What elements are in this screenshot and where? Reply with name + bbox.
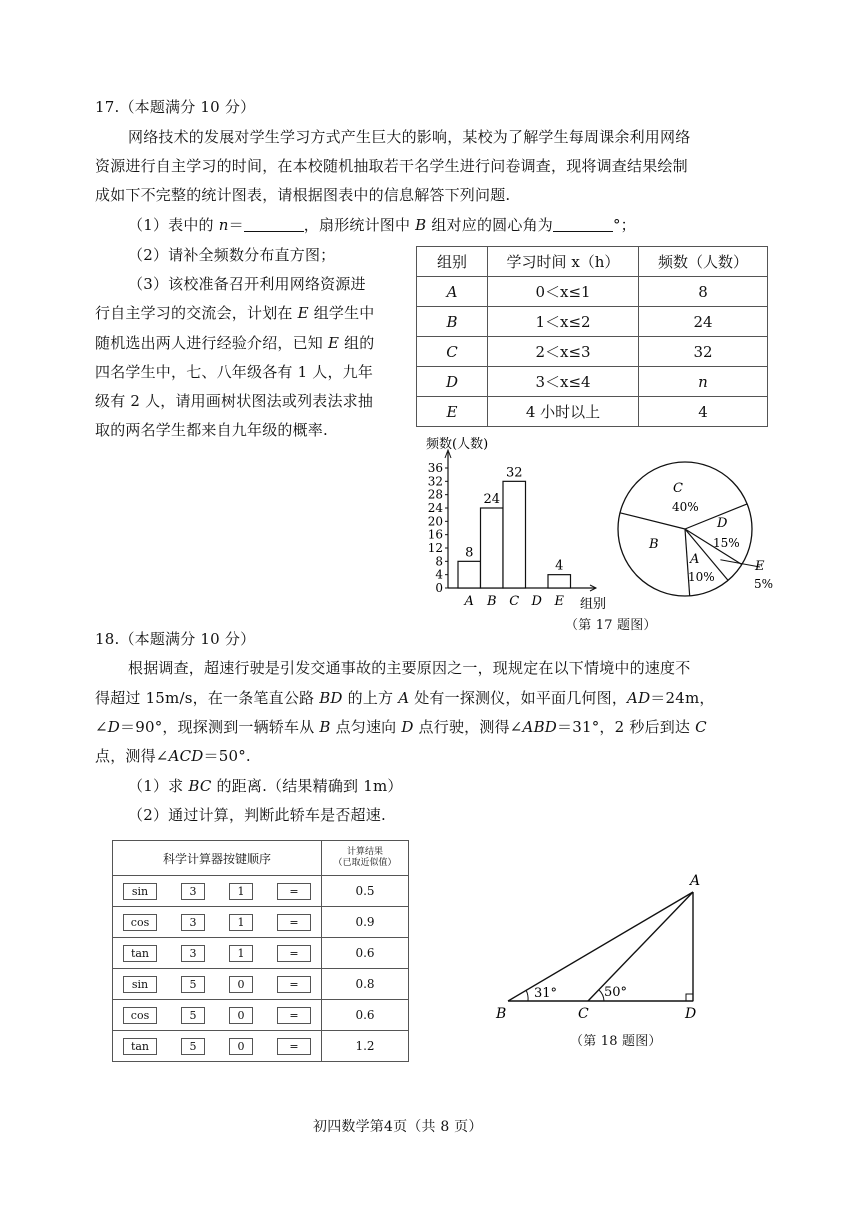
calc-result-header: 计算结果 （已取近似值） <box>322 841 409 876</box>
table-cell: 4 <box>639 397 768 427</box>
y-tick-label: 0 <box>435 581 443 595</box>
table-cell: B <box>417 307 488 337</box>
q17-sub3-line6: 取的两名学生都来自九年级的概率. <box>95 421 328 439</box>
key-button: 1 <box>229 914 253 931</box>
key-button: = <box>277 976 311 993</box>
table-header: 组别 <box>417 247 488 277</box>
bar-data-label: 8 <box>465 545 474 561</box>
key-button: 5 <box>181 1007 205 1024</box>
key-button: 5 <box>181 1038 205 1055</box>
table-header-row <box>113 841 409 876</box>
key-button: sin <box>123 976 157 993</box>
key-sequence <box>113 969 322 1000</box>
table-cell: D <box>417 367 488 397</box>
angle-label-31: 31° <box>534 986 558 1001</box>
table-cell: 8 <box>639 277 768 307</box>
q17-heading: 17.（本题满分 10 分） <box>95 98 256 116</box>
y-tick-label: 28 <box>427 487 443 502</box>
table-cell: 0＜x≤1 <box>488 277 639 307</box>
x-tick-label: C <box>509 594 520 609</box>
pie-slice-label: B <box>649 537 659 552</box>
answer-blank-n[interactable] <box>244 217 304 232</box>
point-label-d: D <box>685 1006 697 1022</box>
table-cell: 1＜x≤2 <box>488 307 639 337</box>
pie-percent-label: 15% <box>713 536 740 550</box>
angle-arc-b <box>526 990 528 1001</box>
pie-chart <box>610 455 790 605</box>
table-row <box>417 397 768 427</box>
table-row <box>113 907 409 938</box>
pie-slice-label: D <box>717 516 728 531</box>
y-tick-label: 12 <box>427 541 443 555</box>
table-header-row <box>417 247 768 277</box>
key-sequence <box>113 876 322 907</box>
key-button: 3 <box>181 945 205 962</box>
q18-sub2: （2）通过计算，判断此轿车是否超速. <box>128 806 386 824</box>
table-cell: 24 <box>639 307 768 337</box>
segment-ab <box>508 892 693 1001</box>
pie-percent-label: 5% <box>754 577 774 591</box>
calc-result: 0.6 <box>322 938 409 969</box>
key-button: = <box>277 1007 311 1024</box>
histogram-bar <box>503 481 526 588</box>
q18-para-line1: 根据调查，超速行驶是引发交通事故的主要原因之一，现规定在以下情境中的速度不 <box>128 659 691 677</box>
key-button: 3 <box>181 883 205 900</box>
y-axis-title: 频数(人数) <box>426 437 489 452</box>
table-cell: C <box>417 337 488 367</box>
x-tick-label: D <box>531 594 542 609</box>
y-tick-label: 24 <box>427 501 443 515</box>
key-button: = <box>277 1038 311 1055</box>
table-row <box>113 938 409 969</box>
q18-figure-caption: （第 18 题图） <box>570 1034 662 1049</box>
key-sequence <box>113 938 322 969</box>
y-tick-label: 36 <box>427 461 443 475</box>
point-label-c: C <box>578 1006 589 1022</box>
q17-sub1: （1）表中的 n＝ ，扇形统计图中 B 组对应的圆心角为 °； <box>128 216 636 234</box>
table-row <box>113 1031 409 1062</box>
point-label-a: A <box>690 873 701 889</box>
key-button: 0 <box>229 1007 253 1024</box>
key-button: 1 <box>229 883 253 900</box>
right-angle-mark <box>686 994 693 1001</box>
key-button: cos <box>123 1007 157 1024</box>
q18-heading: 18.（本题满分 10 分） <box>95 630 256 648</box>
answer-blank-angle[interactable] <box>553 217 613 232</box>
frequency-table <box>416 246 768 427</box>
key-button: 5 <box>181 976 205 993</box>
calc-result: 0.8 <box>322 969 409 1000</box>
table-cell: 4 小时以上 <box>488 397 639 427</box>
histogram-marks <box>426 436 606 612</box>
pie-slice-label: C <box>673 481 683 496</box>
q17-sub3-line5: 级有 2 人，请用画树状图法或列表法求抽 <box>95 392 374 410</box>
x-tick-label: A <box>464 594 474 609</box>
bar-data-label: 32 <box>505 465 523 481</box>
table-row <box>417 307 768 337</box>
calculator-key-table <box>112 840 409 1062</box>
table-row <box>417 337 768 367</box>
geometry-figure <box>490 868 720 1028</box>
bar-data-label: 4 <box>555 558 564 574</box>
q17-sub2: （2）请补全频数分布直方图； <box>128 246 336 264</box>
table-row <box>113 1000 409 1031</box>
table-cell: 2＜x≤3 <box>488 337 639 367</box>
table-row <box>417 367 768 397</box>
key-button: 0 <box>229 1038 253 1055</box>
y-tick-label: 4 <box>435 567 443 582</box>
table-row <box>417 277 768 307</box>
q17-sub3-line3: 随机选出两人进行经验介绍，已知 E 组的 <box>95 334 375 352</box>
calc-result: 0.6 <box>322 1000 409 1031</box>
table-cell: n <box>639 367 768 397</box>
q18-sub1: （1）求 BC 的距离.（结果精确到 1m） <box>128 777 403 795</box>
q18-para-line4: 点，测得∠ACD＝50°. <box>95 747 251 765</box>
table-header: 频数（人数） <box>639 247 768 277</box>
pie-slice-label: E <box>755 559 765 574</box>
pie-percent-label: 10% <box>688 570 715 584</box>
pie-slice-label: A <box>690 552 700 567</box>
table-cell: 32 <box>639 337 768 367</box>
x-tick-label: E <box>554 594 564 609</box>
histogram-bar <box>458 561 481 588</box>
q17-sub3-line1: （3）该校准备召开利用网络资源进 <box>128 275 366 293</box>
frequency-histogram <box>410 436 625 616</box>
table-row <box>113 969 409 1000</box>
page-footer: 初四数学第4页（共 8 页） <box>313 1119 483 1135</box>
key-button: 3 <box>181 914 205 931</box>
table-cell: 3＜x≤4 <box>488 367 639 397</box>
calc-result: 0.5 <box>322 876 409 907</box>
table-header: 学习时间 x（h） <box>488 247 639 277</box>
key-sequence <box>113 1031 322 1062</box>
histogram-bar <box>548 575 571 588</box>
key-button: 1 <box>229 945 253 962</box>
calc-result: 0.9 <box>322 907 409 938</box>
key-button: = <box>277 945 311 962</box>
pie-percent-label: 40% <box>672 500 699 514</box>
q18-para-line3: ∠D＝90°，现探测到一辆轿车从 B 点匀速向 D 点行驶，测得∠ABD＝31°，2 秒后到达 C <box>95 718 707 736</box>
angle-label-50: 50° <box>604 985 628 1000</box>
key-button: 0 <box>229 976 253 993</box>
table-row <box>113 876 409 907</box>
q17-para-line2: 资源进行自主学习的时间，在本校随机抽取若干名学生进行问卷调查，现将调查结果绘制 <box>95 157 688 175</box>
key-button: tan <box>123 1038 157 1055</box>
q17-figure-caption: （第 17 题图） <box>565 618 657 633</box>
pie-marks <box>618 462 773 596</box>
q17-para-line3: 成如下不完整的统计图表，请根据图表中的信息解答下列问题. <box>95 186 511 204</box>
table-cell: A <box>417 277 488 307</box>
key-sequence <box>113 1000 322 1031</box>
key-button: tan <box>123 945 157 962</box>
histogram-bar <box>481 508 504 588</box>
x-tick-label: B <box>486 594 497 609</box>
point-label-b: B <box>496 1006 507 1022</box>
key-button: = <box>277 914 311 931</box>
key-button: cos <box>123 914 157 931</box>
bar-data-label: 24 <box>483 492 501 507</box>
y-tick-label: 8 <box>435 554 443 569</box>
key-button: sin <box>123 883 157 900</box>
y-tick-label: 20 <box>427 514 443 529</box>
q17-sub3-line2: 行自主学习的交流会，计划在 E 组学生中 <box>95 304 375 322</box>
q18-para-line2: 得超过 15m/s，在一条笔直公路 BD 的上方 A 处有一探测仪，如平面几何图，AD＝24m， <box>95 689 715 707</box>
calc-header: 科学计算器按键顺序 <box>113 841 322 876</box>
x-axis-title: 组别 <box>580 597 607 612</box>
calc-result: 1.2 <box>322 1031 409 1062</box>
table-cell: E <box>417 397 488 427</box>
q17-para-line1: 网络技术的发展对学生学习方式产生巨大的影响，某校为了解学生每周课余利用网络 <box>128 128 691 146</box>
q17-sub3-line4: 四名学生中，七、八年级各有 1 人，九年 <box>95 363 374 381</box>
key-button: = <box>277 883 311 900</box>
y-tick-label: 32 <box>427 474 443 489</box>
y-tick-label: 16 <box>427 527 443 542</box>
key-sequence <box>113 907 322 938</box>
